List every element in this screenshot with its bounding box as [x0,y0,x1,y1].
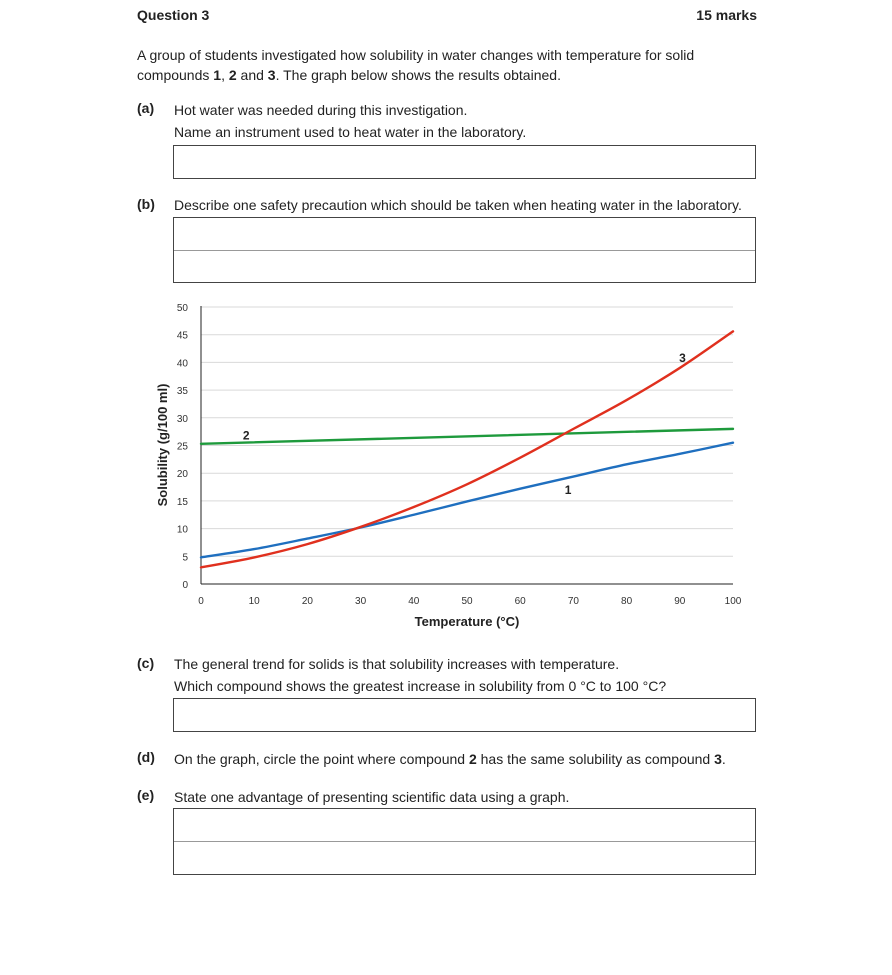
part-d-label: (d) [137,749,155,765]
chart-series [201,331,733,567]
y-tick-label: 40 [176,358,188,370]
part-d-text-mid: has the same solubility as compound [476,751,715,767]
answer-box-c[interactable] [173,698,756,732]
x-tick-label: 30 [355,596,367,607]
y-tick-labels [177,303,189,591]
y-tick-label: 20 [176,469,188,481]
x-axis-title: Temperature (°C) [414,614,520,629]
series-label-compound-3: 3 [679,350,686,365]
part-d-text-post: . [721,751,726,767]
series-label-compound-2: 2 [242,428,250,443]
y-tick-label: 15 [176,496,188,508]
x-tick-label: 70 [567,596,579,607]
x-tick-label: 10 [248,596,260,607]
x-tick-label: 100 [724,596,742,607]
x-tick-labels [198,596,742,607]
compound-2-ref: 2 [228,67,237,83]
part-d-text-pre: On the graph, circle the point where compound [174,751,469,767]
question-title: Question 3 [137,7,210,23]
intro-line-1: A group of students investigated how solubility in water changes with temperature for solid [137,47,695,63]
answer-box-b[interactable] [173,217,756,283]
x-tick-label: 20 [301,596,313,607]
part-c-text [174,653,666,697]
part-e-label: (e) [137,787,155,803]
part-b-text: Describe one safety precaution which should be taken when heating water in the laboratory. [174,197,742,213]
y-tick-label: 45 [176,330,188,342]
series-line-compound-1 [201,443,733,558]
series-line-compound-2 [201,429,733,444]
compound-3-ref: 3 [267,67,276,83]
intro-paragraph [137,45,757,85]
intro-text: and [236,67,268,83]
x-tick-label: 50 [461,596,473,607]
x-tick-label: 80 [621,596,633,607]
answer-box-e[interactable] [173,808,756,875]
series-label-compound-1: 1 [564,482,572,497]
solubility-chart [0,295,892,640]
y-tick-label: 30 [176,413,188,425]
part-a-text [174,99,526,143]
answer-line [174,250,755,251]
y-axis-title: Solubility (g/100 ml) [155,383,170,507]
y-tick-label: 10 [176,524,188,536]
intro-text: . The graph below shows the results obtained. [275,67,561,83]
answer-line [174,841,755,842]
part-c-label: (c) [137,655,155,671]
intro-text: compounds [137,67,214,83]
part-a-label: (a) [137,100,155,116]
x-tick-label: 0 [198,596,204,607]
part-a-line-2: Name an instrument used to heat water in the laboratory. [174,124,527,140]
compound-2-ref: 2 [468,751,477,767]
y-tick-label: 5 [182,552,188,564]
x-tick-label: 40 [408,596,420,607]
part-d-text [174,748,726,770]
compound-1-ref: 1 [213,67,222,83]
y-tick-label: 35 [176,386,188,398]
part-c-line-2: Which compound shows the greatest increase in solubility from 0 °C to 100 °C? [174,678,667,694]
x-tick-label: 90 [674,596,686,607]
question-marks: 15 marks [696,7,757,23]
y-tick-label: 50 [176,303,188,314]
answer-box-a[interactable] [173,145,756,179]
part-c-line-1: The general trend for solids is that solubility increases with temperature. [174,656,620,672]
compound-3-ref: 3 [714,751,722,767]
y-tick-label: 25 [176,441,188,453]
intro-text: , [221,67,229,83]
intro-line-2 [137,65,757,85]
series-labels [243,351,686,497]
series-line-compound-3 [201,331,733,567]
part-a-line-1: Hot water was needed during this investigation. [174,102,468,118]
part-b-label: (b) [137,196,155,212]
x-tick-label: 60 [514,596,526,607]
part-e-text: State one advantage of presenting scientific data using a graph. [174,789,570,805]
y-tick-label: 0 [182,580,188,591]
